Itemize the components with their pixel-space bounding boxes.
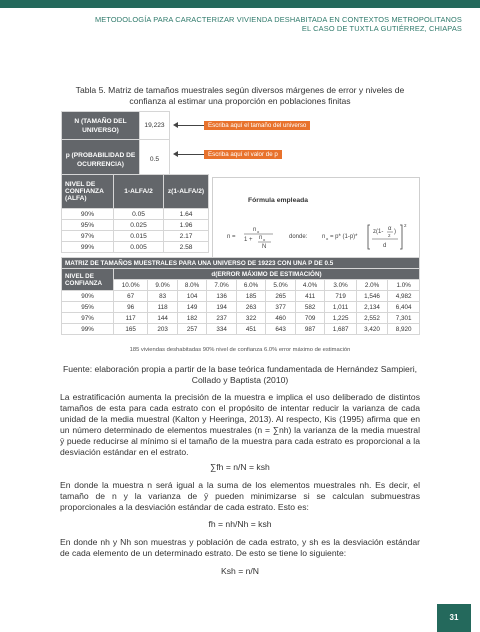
matrix-level-cell: 90% <box>62 291 114 302</box>
formula-expression <box>227 220 417 254</box>
running-header <box>95 15 462 33</box>
confidence-cell: 95% <box>62 220 114 231</box>
p-label: p (PROBABILIDAD DE OCURRENCIA) <box>62 140 140 180</box>
matrix-error-header: d(ERROR MÁXIMO DE ESTIMACIÓN) <box>114 269 420 280</box>
matrix-cell: 460 <box>266 313 296 324</box>
matrix-cell: 643 <box>266 324 296 335</box>
equation-3: Ksh = n/N <box>221 566 259 576</box>
confidence-header-row <box>62 175 209 209</box>
matrix-cell: 8,920 <box>388 324 420 335</box>
matrix-cell: 257 <box>177 324 207 335</box>
n-hint-label: Escriba aquí el tamaño del universo <box>204 121 310 130</box>
formula-den-left: 1 + <box>244 237 253 243</box>
p-hint-label: Escriba aquí el valor de p <box>204 150 282 159</box>
confidence-cell: 2.58 <box>164 242 209 253</box>
header-line-1: METODOLOGÍA PARA CARACTERIZAR VIVIENDA DESHABITADA EN CONTEXTOS METROPOLITANOS <box>94 15 462 24</box>
source-note: Fuente: elaboración propia a partir de la base teórica fundamentada de Hernández Sampieri, Collado y Baptista (2010) <box>63 364 417 385</box>
formula-two: 2 <box>388 233 391 238</box>
confidence-cell: 1.64 <box>164 209 209 220</box>
matrix-errors-row <box>62 280 420 291</box>
matrix-error-cell: 5.0% <box>266 280 296 291</box>
formula-close-paren: ) <box>394 229 396 235</box>
matrix-cell: 451 <box>236 324 266 335</box>
n-value[interactable]: 19,223 <box>140 112 170 140</box>
top-color-bar <box>0 0 480 8</box>
matrix-cell: 4,982 <box>388 291 420 302</box>
matrix-row <box>62 302 420 313</box>
matrix-cell: 104 <box>177 291 207 302</box>
matrix-cell: 237 <box>207 313 237 324</box>
input-table <box>61 111 170 180</box>
confidence-row <box>62 220 209 231</box>
matrix-cell: 411 <box>295 291 325 302</box>
header-line-2: EL CASO DE TUXTLA GUTIÉRREZ, CHIAPAS <box>301 24 462 33</box>
formula-d: d <box>383 243 387 249</box>
matrix-cell: 1,687 <box>325 324 356 335</box>
matrix-cell: 182 <box>177 313 207 324</box>
matrix-cell: 6,404 <box>388 302 420 313</box>
formula-box <box>212 177 420 269</box>
formula-lhs: n = <box>227 234 236 240</box>
formula-rhs-eq: = p* (1-p)* <box>330 234 358 240</box>
confidence-row <box>62 242 209 253</box>
p-hint-arrow-icon <box>177 154 204 155</box>
confidence-cell: 90% <box>62 209 114 220</box>
matrix-cell: 2,552 <box>356 313 387 324</box>
confidence-cell: 97% <box>62 231 114 242</box>
confidence-cell: 0.05 <box>114 209 164 220</box>
confidence-header-alpha: 1-ALFA/2 <box>114 175 164 209</box>
matrix-cell: 987 <box>295 324 325 335</box>
matrix-row <box>62 313 420 324</box>
formula-den-n: n <box>259 235 263 241</box>
matrix-col-level-header: NIVEL DE CONFIANZA <box>62 269 114 291</box>
sample-size-matrix <box>61 257 420 335</box>
confidence-cell: 2.17 <box>164 231 209 242</box>
matrix-error-cell: 8.0% <box>177 280 207 291</box>
confidence-cell: 1.96 <box>164 220 209 231</box>
matrix-level-cell: 97% <box>62 313 114 324</box>
matrix-error-cell: 9.0% <box>148 280 178 291</box>
page-number: 31 <box>437 604 471 632</box>
formula-rhs-sub: o <box>326 236 329 241</box>
matrix-error-cell: 6.0% <box>236 280 266 291</box>
input-row-n <box>62 112 170 140</box>
confidence-row <box>62 209 209 220</box>
confidence-cell: 0.015 <box>114 231 164 242</box>
confidence-row <box>62 231 209 242</box>
matrix-header-row <box>62 269 420 280</box>
matrix-cell: 582 <box>295 302 325 313</box>
matrix-cell: 263 <box>236 302 266 313</box>
matrix-cell: 334 <box>207 324 237 335</box>
matrix-error-cell: 2.0% <box>356 280 387 291</box>
confidence-header-z: z(1-ALFA/2) <box>164 175 209 209</box>
table-caption: Tabla 5. Matriz de tamaños muestrales según diversos márgenes de error y niveles de confianza al estimar una proporción en poblaciones finitas <box>75 85 405 106</box>
matrix-cell: 3,420 <box>356 324 387 335</box>
matrix-level-cell: 95% <box>62 302 114 313</box>
matrix-cell: 149 <box>177 302 207 313</box>
paragraph-1: La estratificación aumenta la precisión de la muestra e implica el uso deliberado de distintos tamaños de esta para cada estrato con el propósito de intentar reducir la varianza de cada unidad de la media muestral (Kalton y Heeringa, 2013). Al respecto, Kis (1995) afirma que en un número determinado de elementos muestrales (n = ∑nh) la varianza de la media muestral ȳ puede reducirse al mínimo si el tamaño de la muestra para cada estrato es proporcional a la desviación estándar en el estrato. <box>60 392 420 457</box>
matrix-error-cell: 4.0% <box>295 280 325 291</box>
matrix-cell: 2,134 <box>356 302 387 313</box>
equation-1: ∑fh = n/N = ksh <box>210 462 270 472</box>
n-label: N (TAMAÑO DEL UNIVERSO) <box>62 112 140 140</box>
matrix-cell: 203 <box>148 324 178 335</box>
formula-alpha: α <box>388 226 392 232</box>
confidence-cell: 0.025 <box>114 220 164 231</box>
matrix-cell: 1,225 <box>325 313 356 324</box>
formula-numerator-sub: o <box>257 229 260 234</box>
matrix-cell: 117 <box>114 313 148 324</box>
formula-where: donde: <box>289 234 308 240</box>
matrix-title: MATRIZ DE TAMAÑOS MUESTRALES PARA UNA UNIVERSO DE 19223 CON UNA P DE 0.5 <box>62 258 420 269</box>
formula-numerator: n <box>253 227 257 233</box>
formula-den-n-sub: o <box>263 237 266 242</box>
matrix-row <box>62 291 420 302</box>
matrix-error-cell: 1.0% <box>388 280 420 291</box>
matrix-cell: 322 <box>236 313 266 324</box>
p-value[interactable]: 0.5 <box>140 140 170 180</box>
matrix-cell: 185 <box>236 291 266 302</box>
paragraph-3: En donde nh y Nh son muestras y población de cada estrato, y sh es la desviación estándar de cada elemento de un determinado estrato. De esto se tiene lo siguiente: <box>60 537 420 558</box>
matrix-cell: 194 <box>207 302 237 313</box>
matrix-cell: 377 <box>266 302 296 313</box>
matrix-cell: 165 <box>114 324 148 335</box>
matrix-error-cell: 7.0% <box>207 280 237 291</box>
confidence-table <box>61 174 209 253</box>
confidence-cell: 99% <box>62 242 114 253</box>
matrix-level-cell: 99% <box>62 324 114 335</box>
matrix-cell: 96 <box>114 302 148 313</box>
matrix-cell: 136 <box>207 291 237 302</box>
matrix-row <box>62 324 420 335</box>
n-hint-arrow-icon <box>177 125 204 126</box>
matrix-cell: 1,011 <box>325 302 356 313</box>
matrix-error-cell: 10.0% <box>114 280 148 291</box>
matrix-error-cell: 3.0% <box>325 280 356 291</box>
matrix-title-row <box>62 258 420 269</box>
matrix-cell: 118 <box>148 302 178 313</box>
matrix-cell: 709 <box>295 313 325 324</box>
matrix-cell: 7,301 <box>388 313 420 324</box>
paragraph-2: En donde la muestra n será igual a la suma de los elementos muestrales nh. Es decir, el tamaño de n y la varianza de ȳ pueden minimizarse si se calculan submuestras proporcionales a la desviación estándar de cada estrato. Esto es: <box>60 480 420 512</box>
matrix-cell: 144 <box>148 313 178 324</box>
formula-title: Fórmula empleada <box>248 197 309 204</box>
table-footnote: 185 viviendas deshabitadas 90% nivel de confianza 6.0% error máximo de estimación <box>129 347 351 353</box>
equation-2: fh = nh/Nh = ksh <box>208 519 272 529</box>
matrix-cell: 83 <box>148 291 178 302</box>
formula-z-label: z(1- <box>373 229 384 235</box>
matrix-cell: 1,546 <box>356 291 387 302</box>
formula-den-N: N <box>262 244 267 250</box>
formula-rhs: n <box>322 234 326 240</box>
confidence-header-level: NIVEL DE CONFIANZA (ALFA) <box>62 175 114 209</box>
matrix-cell: 719 <box>325 291 356 302</box>
confidence-cell: 0.005 <box>114 242 164 253</box>
matrix-cell: 67 <box>114 291 148 302</box>
formula-exp: 2 <box>404 223 407 228</box>
matrix-cell: 265 <box>266 291 296 302</box>
